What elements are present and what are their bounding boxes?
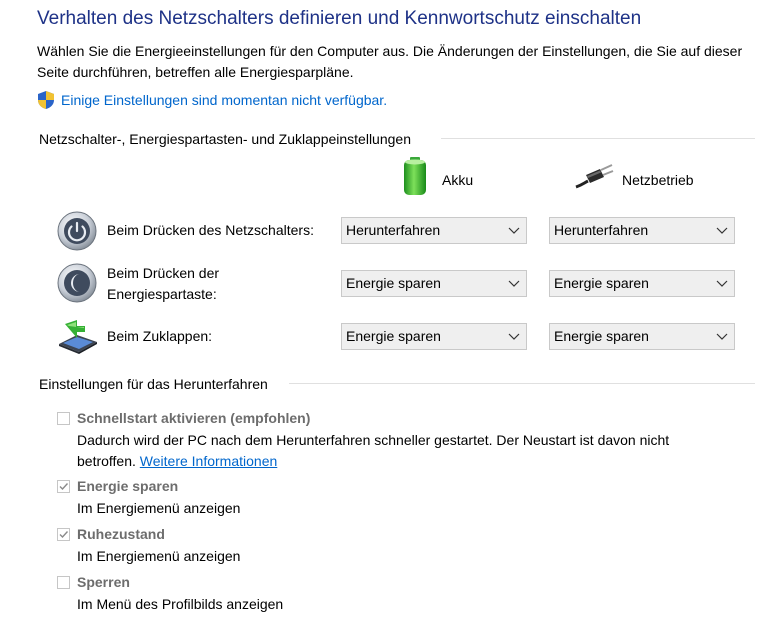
unavailable-settings-row[interactable] (37, 90, 387, 110)
sleep-button-icon (56, 262, 98, 307)
intro-text: Wählen Sie die Energieeinstellungen für den Computer aus. Die Änderungen der Einstellungen, die Sie auf dieser Seite durchführen, betreffen alle Energiesparpläne. (37, 43, 743, 80)
column-battery-label: Akku (442, 171, 474, 188)
fast-startup-description (77, 430, 717, 472)
select-value: Energie sparen (554, 328, 649, 344)
unavailable-settings-link[interactable]: Einige Einstellungen sind momentan nicht verfügbar. (61, 92, 388, 108)
section-divider (289, 383, 755, 384)
fast-startup-checkbox[interactable] (57, 412, 70, 425)
power-button-label: Beim Drücken des Netzschalters: (107, 222, 314, 238)
uac-shield-icon (37, 90, 55, 110)
sleep-title: Energie sparen (77, 478, 179, 494)
select-value: Energie sparen (346, 275, 441, 291)
column-plugged (574, 163, 694, 194)
power-button-icon (56, 210, 98, 255)
lid-close-icon (55, 318, 99, 359)
chevron-down-icon (508, 331, 520, 341)
chevron-down-icon (508, 278, 520, 288)
more-info-link[interactable]: Weitere Informationen (139, 453, 278, 469)
hibernate-title: Ruhezustand (77, 526, 165, 542)
buttons-section-heading: Netzschalter-, Energiespartasten- und Zuklappeinstellungen (39, 131, 411, 147)
power-button-battery-select[interactable] (341, 217, 527, 244)
hibernate-description: Im Energiemenü anzeigen (77, 548, 241, 564)
lock-checkbox[interactable] (57, 576, 70, 589)
fast-startup-title: Schnellstart aktivieren (empfohlen) (77, 410, 311, 426)
power-plug-icon (574, 163, 614, 194)
chevron-down-icon (716, 331, 728, 341)
sleep-button-plugged-select[interactable] (549, 270, 735, 297)
select-value: Energie sparen (554, 275, 649, 291)
chevron-down-icon (716, 225, 728, 235)
chevron-down-icon (508, 225, 520, 235)
sleep-button-label: Beim Drücken der Energiespartaste: (107, 265, 220, 302)
sleep-button-battery-select[interactable] (341, 270, 527, 297)
lid-close-battery-select[interactable] (341, 323, 527, 350)
checkmark-icon (58, 529, 69, 540)
battery-icon (403, 156, 427, 199)
select-value: Energie sparen (346, 328, 441, 344)
column-plugged-label: Netzbetrieb (622, 171, 694, 188)
power-button-plugged-select[interactable] (549, 217, 735, 244)
chevron-down-icon (716, 278, 728, 288)
hibernate-checkbox[interactable] (57, 528, 70, 541)
column-battery (403, 156, 473, 199)
select-value: Herunterfahren (554, 222, 649, 238)
sleep-checkbox[interactable] (57, 480, 70, 493)
lock-description: Im Menü des Profilbilds anzeigen (77, 596, 284, 612)
fast-startup-desc-text: Dadurch wird der PC nach dem Herunterfahren schneller gestartet. Der Neustart ist davon nicht betroffen. (77, 432, 670, 469)
page-title: Verhalten des Netzschalters definieren und Kennwortschutz einschalten (37, 8, 642, 29)
shutdown-section-heading: Einstellungen für das Herunterfahren (39, 376, 268, 392)
select-value: Herunterfahren (346, 222, 441, 238)
lid-close-label: Beim Zuklappen: (107, 328, 213, 344)
sleep-description: Im Energiemenü anzeigen (77, 500, 241, 516)
lock-title: Sperren (77, 574, 130, 590)
checkmark-icon (58, 481, 69, 492)
section-divider (441, 138, 755, 139)
lid-close-plugged-select[interactable] (549, 323, 735, 350)
